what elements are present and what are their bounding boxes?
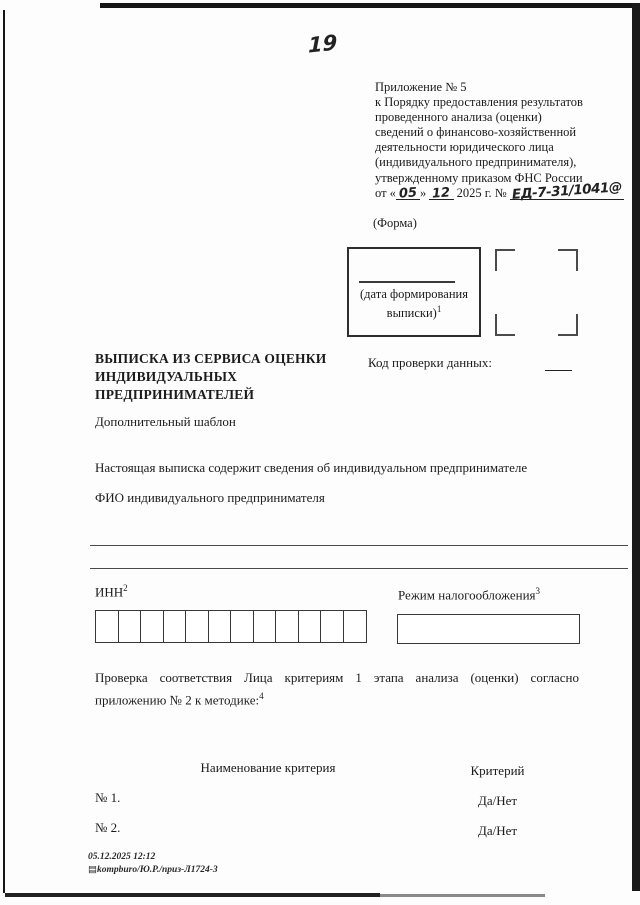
stamp-placeholder-area <box>495 249 578 336</box>
footnote-marker-2: 2 <box>123 583 128 593</box>
criteria-check-paragraph <box>95 668 579 709</box>
fio-input-line-1[interactable] <box>90 544 628 546</box>
document-subtitle: Дополнительный шаблон <box>95 414 236 429</box>
criteria-check-line2: приложению № 2 к методике:$^4$ <box>95 691 264 708</box>
document-title <box>95 350 365 404</box>
extract-date-box <box>347 247 481 337</box>
order-close-quote: » <box>420 185 427 200</box>
appendix-header-line: сведений о финансово-хозяйственной <box>375 125 577 140</box>
document-title-line3: ПРЕДПРИНИМАТЕЛЕЙ <box>95 387 255 402</box>
appendix-header-line: (индивидуального предпринимателя), <box>375 155 577 170</box>
handwritten-month: 12 <box>431 185 452 202</box>
order-number-fill <box>510 178 624 203</box>
appendix-header-line: Приложение № 5 <box>375 80 467 94</box>
inn-digit-cell[interactable] <box>275 610 299 643</box>
form-label: (Форма) <box>373 216 417 230</box>
footnote-marker-1: 1 <box>436 304 442 314</box>
order-date-number-line <box>375 178 640 203</box>
fio-input-line-2[interactable] <box>90 567 628 569</box>
footnote-marker-3: 3 <box>535 586 541 596</box>
extract-date-input-line[interactable] <box>359 281 455 283</box>
footer-timestamp: 05.12.2025 12:12 <box>88 852 156 862</box>
corner-mark-top-right <box>558 249 578 271</box>
fio-label: ФИО индивидуального предпринимателя <box>95 490 325 505</box>
inn-digit-cell[interactable] <box>253 610 277 643</box>
handwritten-order-number: ЕД-7-31/1041@ <box>511 178 623 203</box>
inn-label: ИНН$^2$ <box>95 583 128 600</box>
document-title-line1: ВЫПИСКА ИЗ СЕРВИСА ОЦЕНКИ <box>95 351 327 366</box>
inn-digit-cell[interactable] <box>343 610 367 643</box>
scan-border-bottom <box>5 893 380 897</box>
appendix-header-line: утвержденному приказом ФНС России <box>375 170 583 185</box>
scan-border-left <box>3 10 5 893</box>
inn-digit-cell[interactable] <box>163 610 187 643</box>
inn-grid <box>95 610 367 643</box>
handwritten-day: 05 <box>398 185 418 202</box>
corner-mark-top-left <box>495 249 515 271</box>
extract-date-caption-line2: выписки)$^1$ <box>386 304 442 321</box>
inn-digit-cell[interactable] <box>298 610 322 643</box>
verification-code-input-line[interactable] <box>545 356 572 371</box>
criteria-row-value: Да/Нет <box>477 823 518 838</box>
verification-code-label: Код проверки данных: <box>368 355 492 370</box>
extract-date-caption <box>349 287 479 321</box>
order-year-part: 2025 г. № <box>453 185 510 200</box>
intro-text: Настоящая выписка содержит сведения об индивидуальном предпринимателе <box>95 460 528 475</box>
inn-digit-cell[interactable] <box>230 610 254 643</box>
handwritten-page-number: 19 <box>308 30 338 58</box>
footnote-marker-4: 4 <box>259 691 264 701</box>
footer-stamp <box>88 851 218 876</box>
inn-digit-cell[interactable] <box>320 610 344 643</box>
corner-mark-bottom-right <box>558 314 578 336</box>
tax-regime-label: Режим налогообложения$^3$ <box>398 586 541 603</box>
extract-date-caption-line1: (дата формирования <box>360 287 468 301</box>
scan-border-bottom-tail <box>380 894 545 897</box>
inn-digit-cell[interactable] <box>95 610 119 643</box>
criteria-check-line1: Проверка соответствия Лица критериям 1 этапа анализа (оценки) согласно <box>95 670 579 685</box>
criteria-row-value: Да/Нет <box>477 793 518 808</box>
scan-border-top <box>100 3 637 8</box>
corner-mark-bottom-left <box>495 314 515 336</box>
appendix-header-line: проведенного анализа (оценки) <box>375 110 542 125</box>
inn-digit-cell[interactable] <box>140 610 164 643</box>
criteria-row-number: № 2. <box>95 820 121 835</box>
appendix-header-line: к Порядку предоставления результатов <box>375 95 583 110</box>
order-day-fill <box>396 185 420 202</box>
criteria-row-number: № 1. <box>95 790 121 805</box>
criterion-header: Критерий <box>470 763 525 778</box>
appendix-header <box>375 80 640 201</box>
tax-regime-input-box[interactable] <box>397 614 580 644</box>
inn-digit-cell[interactable] <box>118 610 142 643</box>
inn-digit-cell[interactable] <box>208 610 232 643</box>
order-month-fill <box>429 185 453 202</box>
criteria-name-header: Наименование критерия <box>200 760 336 775</box>
inn-digit-cell[interactable] <box>185 610 209 643</box>
order-prefix: от « <box>375 185 396 200</box>
appendix-header-line: деятельности юридического лица <box>375 140 554 155</box>
footer-reference: ▤kompburo/Ю.Р./приз-Л1724-3 <box>88 864 218 875</box>
document-title-line2: ИНДИВИДУАЛЬНЫХ <box>95 369 238 384</box>
